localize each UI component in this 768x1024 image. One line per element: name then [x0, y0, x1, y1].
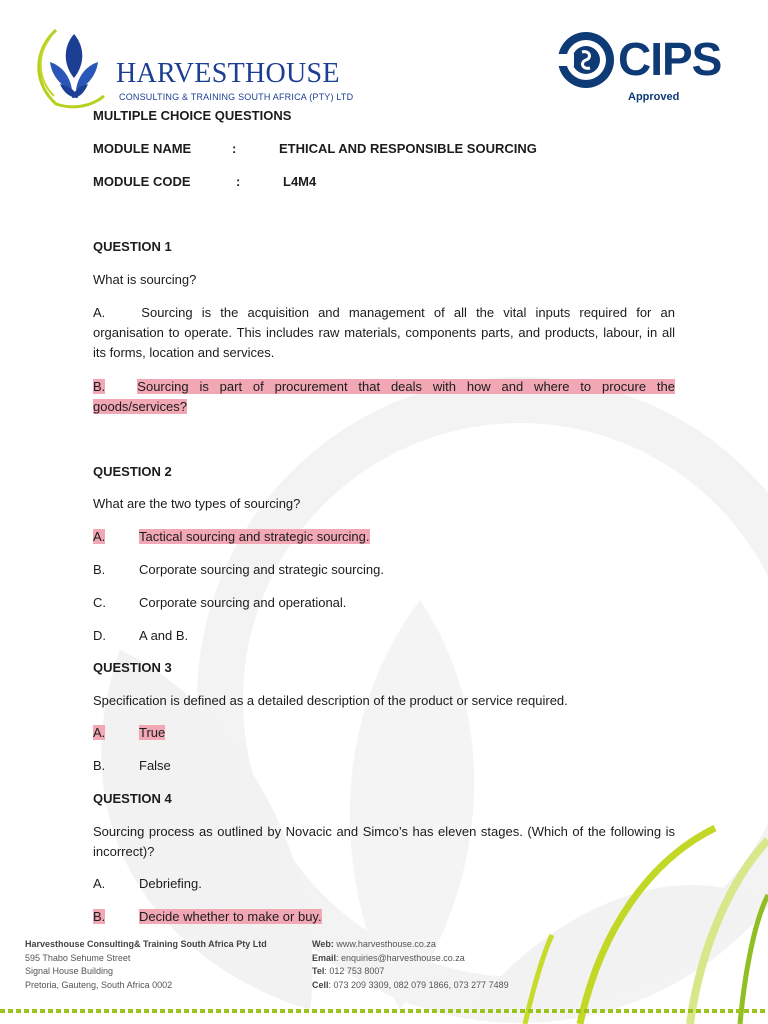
company-subtitle: CONSULTING & TRAINING SOUTH AFRICA (PTY) LTD	[119, 92, 354, 102]
cips-wordmark: CIPS	[618, 33, 722, 85]
option-letter: A.	[93, 529, 106, 544]
question-text: What are the two types of sourcing?	[93, 496, 301, 511]
question-heading: QUESTION 3	[93, 660, 172, 675]
option-letter: C.	[93, 595, 106, 610]
footer-web: Web: www.harvesthouse.co.za	[312, 939, 436, 949]
answer-option[interactable]	[93, 626, 188, 646]
option-letter: D.	[93, 628, 106, 643]
footer-tel: Tel: 012 753 8007	[312, 966, 385, 976]
module-name-label: MODULE NAME	[93, 141, 192, 156]
module-name-value: ETHICAL AND RESPONSIBLE SOURCING	[279, 141, 537, 156]
module-code-label: MODULE CODE	[93, 174, 191, 189]
module-name-separator: :	[232, 141, 237, 156]
option-letter: B.	[93, 909, 106, 924]
option-letter: B.	[93, 562, 106, 577]
footer-cell: Cell: 073 209 3309, 082 079 1866, 073 277 7489	[312, 979, 509, 990]
cips-logo	[554, 28, 744, 108]
answer-option-highlighted[interactable]	[93, 527, 370, 547]
option-letter: B.	[93, 379, 106, 394]
answer-option[interactable]	[93, 756, 171, 776]
footer-contact	[312, 938, 509, 992]
option-text: Corporate sourcing and operational.	[139, 595, 347, 610]
question-text: Specification is defined as a detailed description of the product or service required.	[93, 693, 568, 708]
page-footer	[0, 936, 768, 1024]
option-text: Sourcing is the acquisition and management of all the vital inputs required for an organisation to operate. This includes raw materials, components parts, and products, labour, in all its forms, location and services.	[93, 305, 675, 360]
footer-address	[25, 938, 267, 992]
answer-option-highlighted[interactable]	[93, 723, 165, 743]
option-letter: B.	[93, 758, 106, 773]
module-code-separator: :	[236, 174, 241, 189]
option-text: Sourcing is part of procurement that deals with how and where to procure the goods/services?	[93, 379, 675, 414]
answer-option-highlighted[interactable]	[93, 907, 322, 927]
option-text: Debriefing.	[139, 876, 202, 891]
question-heading: QUESTION 1	[93, 239, 172, 254]
footer-address-line: Signal House Building	[25, 966, 114, 976]
answer-option-highlighted[interactable]	[93, 377, 675, 417]
option-text: False	[139, 758, 171, 773]
question-heading: QUESTION 2	[93, 464, 172, 479]
company-name: HARVESTHOUSE	[116, 58, 340, 89]
option-letter: A.	[93, 876, 106, 891]
option-letter: A.	[93, 725, 106, 740]
answer-option[interactable]	[93, 593, 346, 613]
option-text: Corporate sourcing and strategic sourcing.	[139, 562, 384, 577]
cips-emblem-icon	[554, 28, 618, 92]
footer-email-link[interactable]: : enquiries@harvesthouse.co.za	[336, 952, 465, 963]
option-text: True	[139, 725, 166, 740]
document-title: MULTIPLE CHOICE QUESTIONS	[93, 108, 292, 123]
question-text: Sourcing process as outlined by Novacic and Simco’s has eleven stages. (Which of the following is incorrect)?	[93, 824, 675, 859]
footer-address-line: 595 Thabo Sehume Street	[25, 952, 131, 963]
option-text: A and B.	[139, 628, 189, 643]
harvesthouse-logo	[26, 20, 366, 112]
question-heading: QUESTION 4	[93, 791, 172, 806]
option-letter: A.	[93, 305, 106, 320]
answer-option[interactable]	[93, 303, 675, 363]
module-name-row	[93, 139, 537, 159]
footer-email: Email: enquiries@harvesthouse.co.za	[312, 952, 465, 963]
module-code-row	[93, 172, 317, 192]
cips-approved-label: Approved	[628, 91, 680, 103]
question-text: What is sourcing?	[93, 272, 197, 287]
footer-address-line: Pretoria, Gauteng, South Africa 0002	[25, 979, 173, 990]
footer-dotted-rule	[0, 1008, 768, 1014]
answer-option[interactable]	[93, 560, 384, 580]
option-text: Decide whether to make or buy.	[139, 909, 322, 924]
answer-option[interactable]	[93, 874, 202, 894]
module-code-value: L4M4	[283, 174, 317, 189]
option-text: Tactical sourcing and strategic sourcing.	[139, 529, 370, 544]
footer-company: Harvesthouse Consulting& Training South Africa Pty Ltd	[25, 939, 267, 949]
footer-web-link[interactable]: www.harvesthouse.co.za	[336, 939, 436, 949]
leaf-logo-icon	[26, 20, 116, 112]
